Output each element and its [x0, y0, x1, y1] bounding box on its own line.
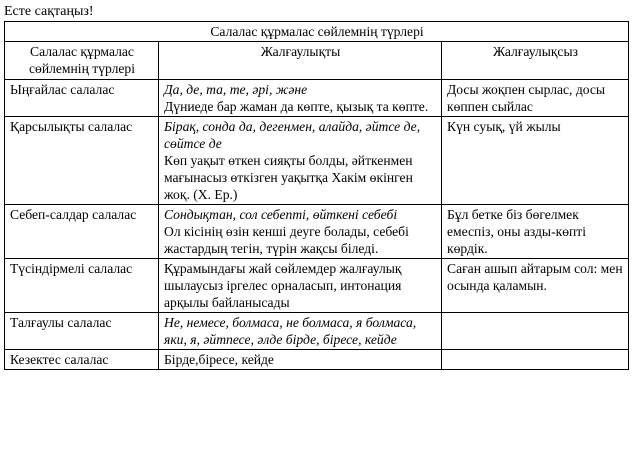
table-caption-row	[5, 22, 629, 42]
row-nonconnective: Саған ашып айтарым сол: мен осында қаламын.	[442, 259, 629, 313]
row-nonconnective: Досы жоқпен сырлас, досы көппен сыйлас	[442, 80, 629, 117]
row-connective	[159, 80, 442, 117]
connective-example: Бірде,біресе, кейде	[164, 352, 274, 367]
connective-example: Дүниеде бар жаман да көпте, қызық та көпте.	[164, 99, 429, 114]
header-nonconnective: Жалғаулықсыз	[442, 42, 629, 80]
reminder-heading: Есте сақтаңыз!	[4, 4, 94, 19]
row-type: Түсіндірмелі салалас	[5, 259, 159, 313]
connective-example: Ол кісінің өзін кенші деуге болады, себебі жастардың тегін, түрін жақсы біледі.	[164, 224, 409, 256]
table-row	[5, 117, 629, 205]
table-header-row	[5, 42, 629, 80]
row-nonconnective: Күн суық, үй жылы	[442, 117, 629, 205]
table-row	[5, 259, 629, 313]
connective-words: Сондықтан, сол себепті, өйткені себебі	[164, 207, 398, 222]
row-nonconnective	[442, 350, 629, 370]
row-type: Ыңғайлас салалас	[5, 80, 159, 117]
row-type: Талғаулы салалас	[5, 313, 159, 350]
table-row	[5, 350, 629, 370]
row-type: Себеп-салдар салалас	[5, 205, 159, 259]
row-nonconnective: Бұл бетке біз бөгелмек емеспіз, оны азды-көпті көрдік.	[442, 205, 629, 259]
table-row	[5, 313, 629, 350]
row-type: Қарсылықты салалас	[5, 117, 159, 205]
row-connective	[159, 259, 442, 313]
table-caption: Салалас құрмалас сөйлемнің түрлері	[5, 22, 629, 42]
row-type: Кезектес салалас	[5, 350, 159, 370]
row-nonconnective	[442, 313, 629, 350]
row-connective	[159, 313, 442, 350]
table-row	[5, 80, 629, 117]
connective-words: Бірақ, сонда да, дегенмен, алайда, әйтсе де, сөйтсе де	[164, 119, 421, 151]
header-type: Салалас құрмалас сөйлемнің түрлері	[5, 42, 159, 80]
row-connective	[159, 205, 442, 259]
connective-words: Да, де, та, те, әрі, және	[164, 82, 308, 97]
table-row	[5, 205, 629, 259]
header-connective: Жалғаулықты	[159, 42, 442, 80]
sentence-types-table	[4, 21, 629, 370]
row-connective	[159, 350, 442, 370]
connective-example: Құрамындағы жай сөйлемдер жалғаулық шылаусыз іргелес орналасып, интонация арқылы байланысады	[164, 261, 402, 310]
connective-words: Не, немесе, болмаса, не болмаса, я болмаса, яки, я, әйтпесе, әлде бірде, біресе, кейде	[164, 315, 417, 347]
row-connective	[159, 117, 442, 205]
connective-example: Көп уақыт өткен сияқты болды, әйткенмен мағынасыз өткізген уақытқа Хакім өкінген жоқ. (Х. Ер.)	[164, 153, 413, 202]
